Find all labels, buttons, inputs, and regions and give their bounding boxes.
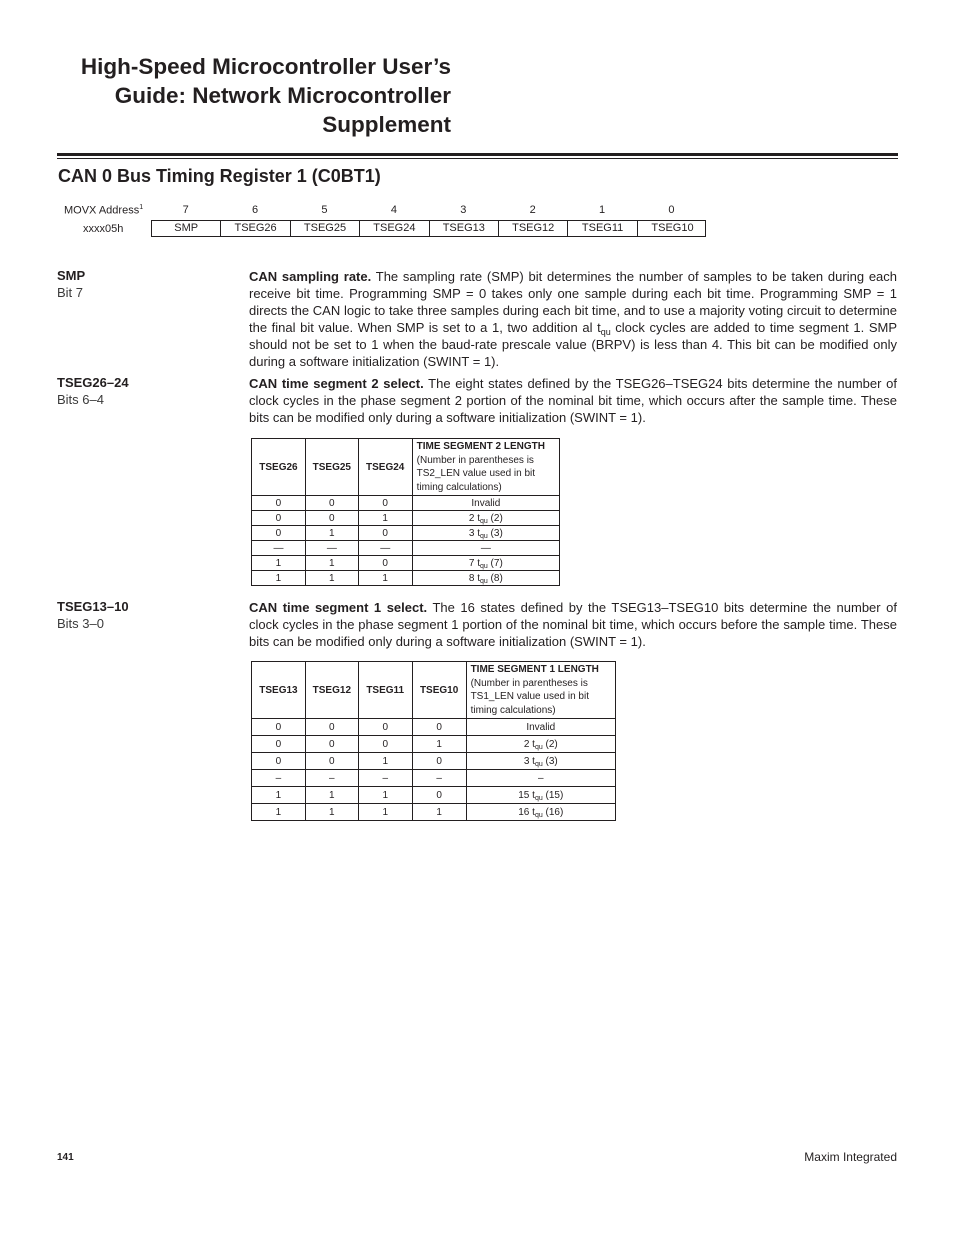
- bit-number: 6: [252, 204, 259, 216]
- description-text: The eight states defined by the TSEG26–TSEG24 bits determine the number of clock cycles in the phase segment 2 portion of the nominal bit time, which occurs after the sample time. These bits can be modified only during a software initialization (SWINT = 1).: [249, 376, 897, 425]
- bit-number: 1: [599, 204, 606, 216]
- field-name-tseg2: TSEG26–24: [57, 375, 129, 390]
- table-cell: 1: [252, 787, 306, 804]
- register-bit-cell: TSEG26: [221, 221, 290, 236]
- length-cell: [412, 556, 559, 571]
- length-header-note: (Number in parentheses is TS2_LEN value used in bit timing calculations): [416, 454, 536, 493]
- column-header: TSEG13: [252, 662, 306, 719]
- table-cell: 0: [305, 719, 358, 736]
- table-cell: 1: [252, 571, 306, 586]
- header-rule: [57, 153, 898, 156]
- table-cell: —: [358, 541, 412, 556]
- length-text: 16 t: [518, 806, 535, 818]
- length-text: 7 t: [468, 557, 480, 569]
- table-row: [252, 556, 560, 571]
- length-cell: [412, 541, 559, 556]
- title-line: High-Speed Microcontroller User’s: [80, 54, 451, 79]
- length-text: 15 t: [518, 789, 535, 801]
- length-text: —: [480, 542, 491, 554]
- length-value: (3): [542, 755, 558, 767]
- column-header: TSEG25: [305, 439, 358, 496]
- subscript: qu: [534, 794, 543, 802]
- table-cell: 0: [358, 736, 412, 753]
- table-cell: —: [252, 541, 306, 556]
- register-bit-cell: TSEG11: [568, 221, 637, 236]
- description-text: clock cycles are added to time segment 1. SMP should not be set to 1 when the baud-rate prescale value (BRPV) is less than 4. This bit can be modified only during a software initialization (SWINT = 1).: [249, 320, 897, 369]
- table-row: [252, 541, 560, 556]
- length-cell: [466, 787, 615, 804]
- field-bits-smp: Bit 7: [57, 285, 84, 300]
- table-cell: 1: [305, 787, 358, 804]
- document-title: [40, 52, 451, 139]
- length-cell: [466, 719, 615, 736]
- length-column-header: [412, 439, 559, 496]
- table-cell: 0: [305, 496, 358, 511]
- length-header-title: TIME SEGMENT 2 LENGTH: [416, 441, 545, 452]
- table-cell: 1: [412, 804, 466, 821]
- table-cell: 0: [305, 753, 358, 770]
- field-bits-tseg2: Bits 6–4: [57, 392, 104, 407]
- field-name-smp: SMP: [57, 268, 86, 283]
- table-cell: 0: [358, 496, 412, 511]
- subscript: qu: [600, 327, 611, 337]
- length-value: (2): [542, 738, 558, 750]
- table-cell: 1: [252, 804, 306, 821]
- movx-address-label: [64, 204, 143, 217]
- table-row: [252, 511, 560, 526]
- time-segment-2-table: [251, 438, 560, 586]
- description-heading: CAN time segment 2 select.: [249, 376, 424, 391]
- table-row: [252, 719, 616, 736]
- table-row: [252, 496, 560, 511]
- movx-address-value: xxxx05h: [83, 223, 124, 235]
- table-cell: 0: [358, 556, 412, 571]
- table-cell: 1: [358, 511, 412, 526]
- table-cell: 0: [412, 787, 466, 804]
- table-row: [252, 753, 616, 770]
- length-text: Invalid: [526, 721, 556, 733]
- subscript: qu: [479, 532, 488, 540]
- column-header: TSEG10: [412, 662, 466, 719]
- length-value: (2): [487, 512, 503, 524]
- table-cell: 0: [252, 511, 306, 526]
- table-cell: 0: [358, 719, 412, 736]
- length-value: (8): [487, 572, 503, 584]
- register-bit-cell: TSEG10: [651, 222, 694, 234]
- title-line: Supplement: [322, 112, 451, 137]
- bit-number: 5: [321, 204, 328, 216]
- table-cell: 1: [305, 804, 358, 821]
- table-cell: –: [252, 770, 306, 787]
- bit-number: 4: [390, 204, 397, 216]
- table-header-row: [252, 439, 560, 496]
- table-row: [252, 787, 616, 804]
- length-value: (7): [487, 557, 503, 569]
- length-text: 3 t: [468, 527, 480, 539]
- description-heading: CAN sampling rate.: [249, 269, 372, 284]
- column-header: TSEG11: [358, 662, 412, 719]
- register-bit-cell: TSEG13: [430, 221, 499, 236]
- register-bit-cell: SMP: [152, 221, 221, 236]
- length-header-title: TIME SEGMENT 1 LENGTH: [470, 664, 599, 675]
- table-cell: 1: [358, 787, 412, 804]
- length-text: 3 t: [523, 755, 535, 767]
- table-cell: 1: [305, 526, 358, 541]
- length-text: –: [538, 772, 544, 784]
- table-row: [252, 770, 616, 787]
- register-bit-map: [151, 220, 706, 237]
- register-bit-cell: TSEG24: [360, 221, 429, 236]
- table-row: [252, 804, 616, 821]
- bit-number: 7: [182, 204, 189, 216]
- register-bit-cell: TSEG25: [291, 221, 360, 236]
- table-header-row: [252, 662, 616, 719]
- bit-number: 0: [668, 204, 675, 216]
- time-segment-1-table: [251, 661, 616, 821]
- table-cell: 0: [358, 526, 412, 541]
- length-text: Invalid: [471, 497, 501, 509]
- title-line: Guide: Network Microcontroller: [114, 83, 451, 108]
- subscript: qu: [534, 760, 543, 768]
- company-name: Maxim Integrated: [804, 1150, 897, 1164]
- subscript: qu: [479, 577, 488, 585]
- table-cell: 0: [305, 736, 358, 753]
- field-description-tseg2: [249, 375, 897, 426]
- column-header: TSEG26: [252, 439, 306, 496]
- length-text: 8 t: [468, 572, 480, 584]
- header-rule-thin: [57, 158, 898, 159]
- column-header: TSEG24: [358, 439, 412, 496]
- table-row: [252, 526, 560, 541]
- table-cell: 0: [412, 719, 466, 736]
- table-cell: –: [305, 770, 358, 787]
- length-text: 2 t: [468, 512, 480, 524]
- bit-number: 2: [529, 204, 536, 216]
- table-cell: 1: [305, 571, 358, 586]
- length-cell: [466, 770, 615, 787]
- length-column-header: [466, 662, 615, 719]
- table-cell: —: [305, 541, 358, 556]
- subscript: qu: [534, 811, 543, 819]
- table-cell: 0: [412, 753, 466, 770]
- table-cell: 1: [358, 571, 412, 586]
- table-cell: –: [358, 770, 412, 787]
- table-cell: –: [412, 770, 466, 787]
- table-cell: 1: [358, 753, 412, 770]
- description-heading: CAN time segment 1 select.: [249, 600, 428, 615]
- length-cell: [466, 753, 615, 770]
- table-row: [252, 736, 616, 753]
- subscript: qu: [479, 517, 488, 525]
- length-text: 2 t: [523, 738, 535, 750]
- section-title: CAN 0 Bus Timing Register 1 (C0BT1): [58, 166, 381, 186]
- field-description-tseg1: [249, 599, 897, 650]
- footnote-marker: 1: [139, 204, 144, 211]
- description-text: The sampling rate (SMP) bit determines the number of samples to be taken during each receive bit time. Programming SMP = 0 takes only one sample during each bit time. Programming SMP = 1 directs the CAN logic to take three samples during each bit time, and to use a majority voting circuit to determine the final bit value. When SMP is set to a 1, two addition al t: [249, 269, 898, 335]
- register-bit-numbers: [151, 204, 706, 218]
- subscript: qu: [534, 743, 543, 751]
- table-cell: 0: [305, 511, 358, 526]
- length-cell: [412, 496, 559, 511]
- field-name-tseg1: TSEG13–10: [57, 599, 129, 614]
- length-value: (16): [542, 806, 564, 818]
- length-cell: [466, 804, 615, 821]
- table-cell: 0: [252, 719, 306, 736]
- field-description-smp: [249, 268, 897, 370]
- table-row: [252, 571, 560, 586]
- subscript: qu: [479, 562, 488, 570]
- description-text: The 16 states defined by the TSEG13–TSEG10 bits determine the number of clock cycles in the phase segment 1 portion of the nominal bit time, which occurs before the sample time. These bits can be modified only during a software initialization (SWINT = 1).: [249, 600, 897, 649]
- page-number: 141: [57, 1152, 74, 1163]
- movx-address-text: MOVX Address: [64, 204, 140, 217]
- column-header: TSEG12: [305, 662, 358, 719]
- table-cell: 0: [252, 753, 306, 770]
- length-cell: [412, 511, 559, 526]
- table-cell: 0: [252, 496, 306, 511]
- table-cell: 1: [305, 556, 358, 571]
- table-cell: 1: [358, 804, 412, 821]
- table-cell: 0: [252, 736, 306, 753]
- length-value: (3): [487, 527, 503, 539]
- field-bits-tseg1: Bits 3–0: [57, 616, 104, 631]
- table-cell: 0: [252, 526, 306, 541]
- length-value: (15): [542, 789, 564, 801]
- table-cell: 1: [252, 556, 306, 571]
- length-cell: [412, 526, 559, 541]
- length-header-note: (Number in parentheses is TS1_LEN value used in bit timing calculations): [470, 677, 589, 716]
- register-bit-cell: TSEG12: [499, 221, 568, 236]
- length-cell: [412, 571, 559, 586]
- length-cell: [466, 736, 615, 753]
- table-cell: 1: [412, 736, 466, 753]
- bit-number: 3: [460, 204, 467, 216]
